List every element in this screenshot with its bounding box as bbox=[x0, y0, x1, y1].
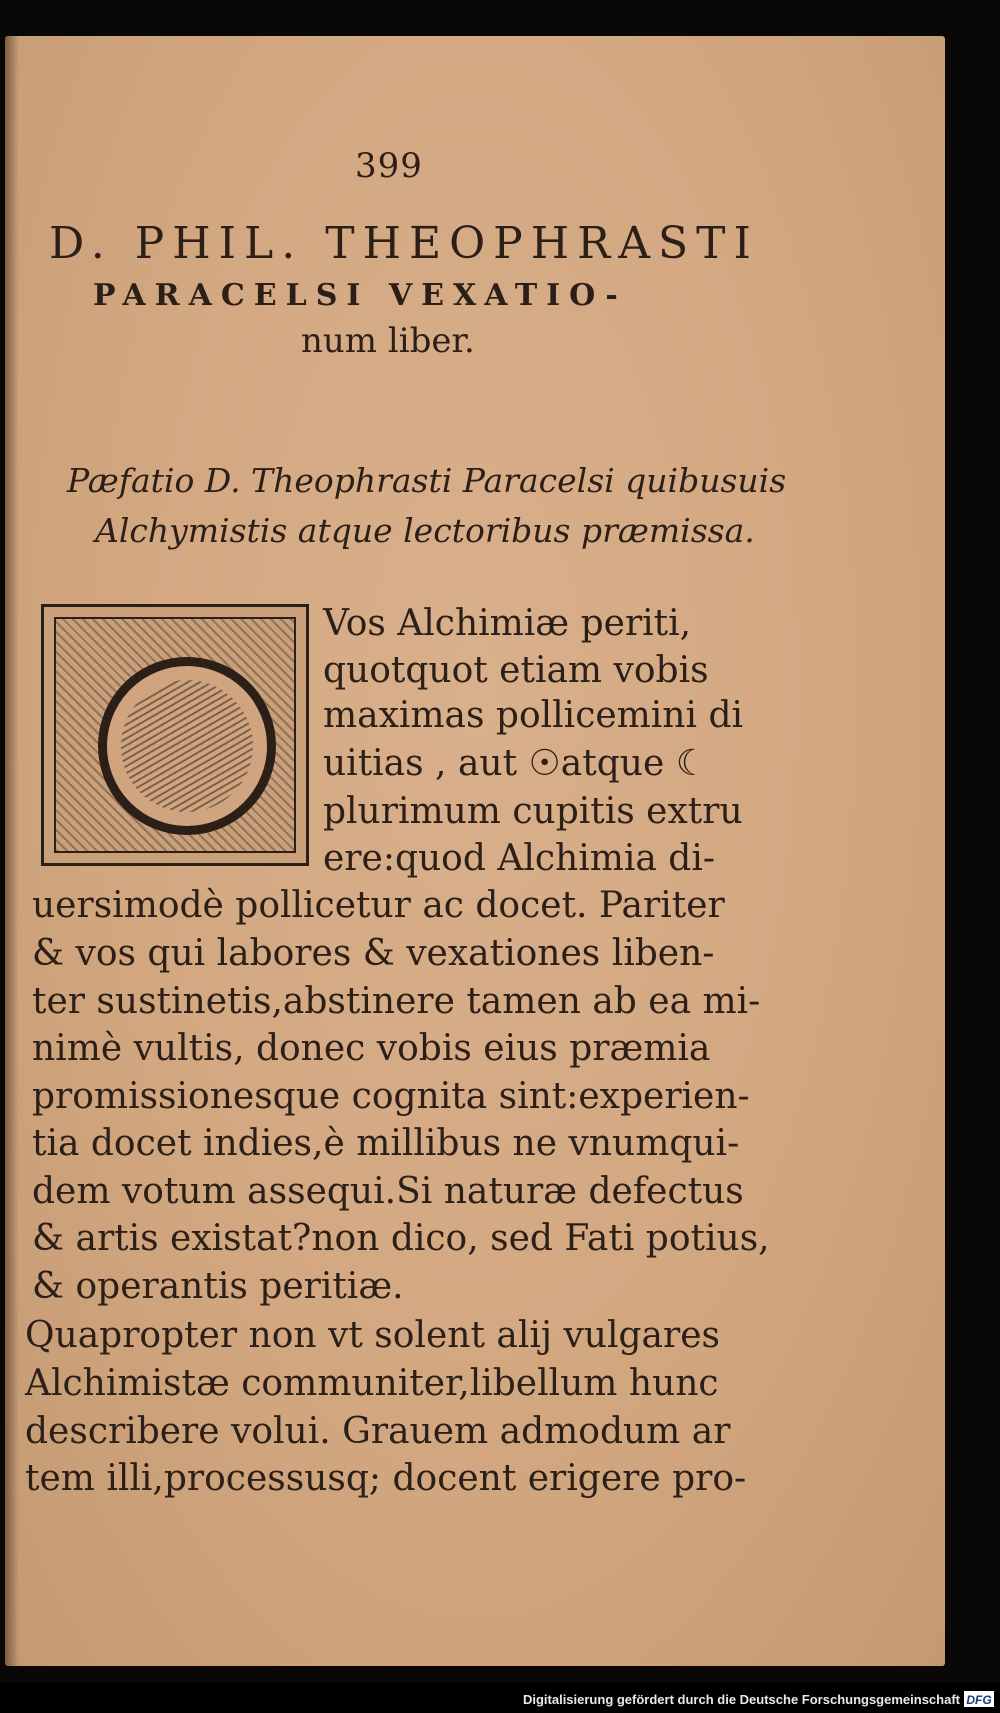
title-line-2: PARACELSI VEXATIO- bbox=[93, 278, 627, 313]
body-text-line: Quapropter non vt solent alij vulgares bbox=[25, 1315, 720, 1356]
dfg-logo-text: DFG bbox=[966, 1693, 992, 1707]
body-text-line: tem illi,processusq; docent erigere pro- bbox=[25, 1458, 747, 1499]
dfg-logo bbox=[964, 1691, 994, 1707]
body-text-line: & operantis peritiæ. bbox=[32, 1266, 404, 1307]
body-text-line: ere:quod Alchimia di- bbox=[323, 838, 715, 879]
body-text-line: uitias , aut ☉atque ☾ bbox=[323, 743, 708, 784]
body-text-line: tia docet indies,è millibus ne vnumqui- bbox=[32, 1123, 740, 1164]
body-text-line: nimè vultis, donec vobis eius præmia bbox=[32, 1028, 711, 1069]
initial-q-ring bbox=[98, 657, 276, 835]
body-text-line: quotquot etiam vobis bbox=[323, 650, 709, 691]
body-text-line: & artis existat?non dico, sed Fati potius, bbox=[32, 1218, 770, 1259]
body-text-line: dem votum assequi.Si naturæ defectus bbox=[32, 1171, 744, 1212]
body-text-line: uersimodè pollicetur ac docet. Pariter bbox=[32, 885, 725, 926]
title-line-3: num liber. bbox=[301, 321, 475, 361]
body-text-line: & vos qui labores & vexationes liben- bbox=[32, 933, 715, 974]
page-number: 399 bbox=[355, 146, 423, 186]
initial-portrait-engraving bbox=[121, 680, 253, 812]
title-line-1: D. PHIL. THEOPHRASTI bbox=[49, 218, 759, 269]
body-text-line: Vos Alchimiæ periti, bbox=[323, 603, 692, 644]
body-text-line: ter sustinetis,abstinere tamen ab ea mi- bbox=[32, 981, 761, 1022]
body-text-line: promissionesque cognita sint:experien- bbox=[32, 1076, 750, 1117]
footer-bar bbox=[0, 1683, 1000, 1713]
initial-ornament-border bbox=[54, 617, 296, 853]
preface-heading-line-1: Pæfatio D. Theophrasti Paracelsi quibusuis bbox=[67, 461, 787, 500]
footer-credit: Digitalisierung gefördert durch die Deutsche Forschungsgemeinschaft bbox=[522, 1692, 960, 1707]
decorated-initial-q bbox=[41, 604, 309, 866]
preface-heading-line-2: Alchymistis atque lectoribus præmissa. bbox=[95, 511, 755, 550]
body-text-line: describere volui. Grauem admodum ar bbox=[25, 1411, 731, 1452]
book-page bbox=[5, 36, 945, 1666]
body-text-line: maximas pollicemini di bbox=[323, 695, 744, 736]
body-text-line: plurimum cupitis extru bbox=[323, 791, 743, 832]
body-text-line: Alchimistæ communiter,libellum hunc bbox=[25, 1363, 719, 1404]
